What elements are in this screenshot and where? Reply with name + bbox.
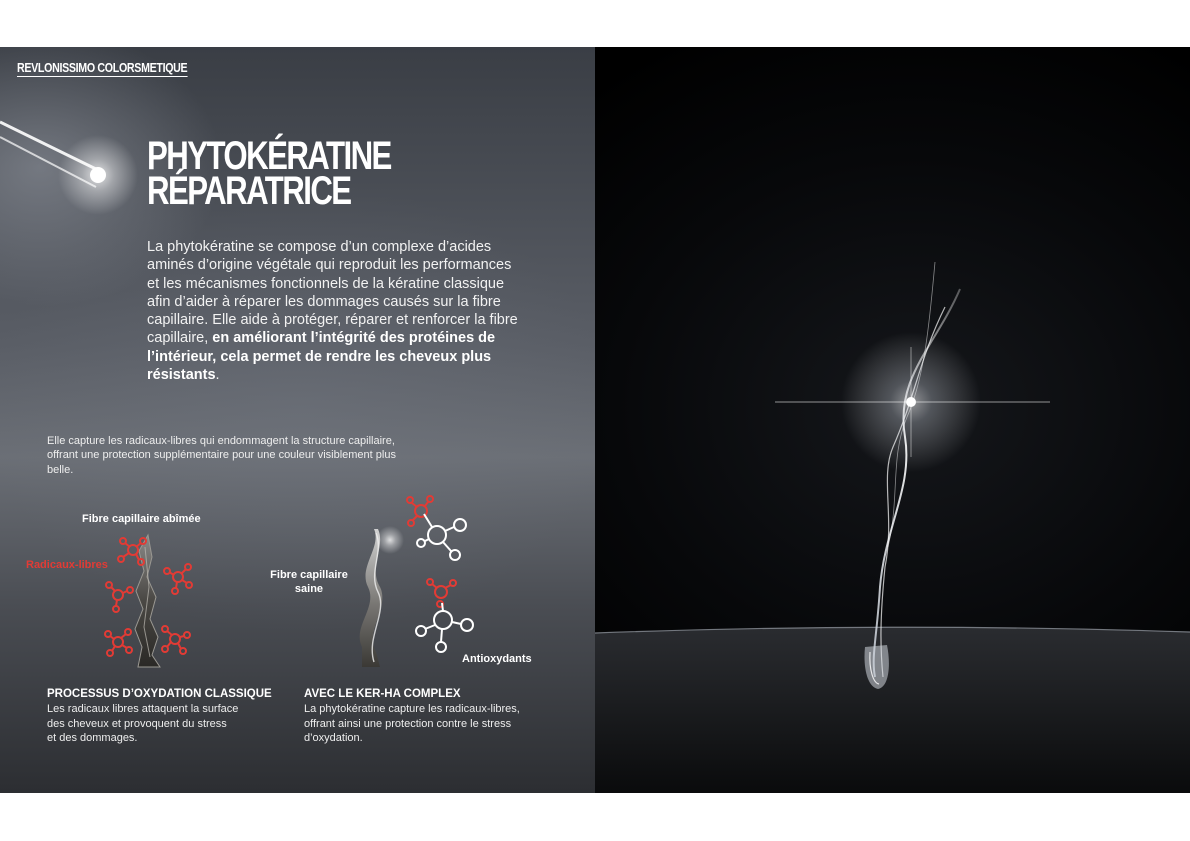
- left-page: [0, 47, 595, 793]
- classic-oxidation-body: [47, 702, 238, 746]
- classic-oxidation-line-3: et des dommages.: [47, 732, 138, 744]
- classic-oxidation-title: PROCESSUS D’OXYDATION CLASSIQUE: [47, 688, 272, 700]
- kerha-complex-line-2: offrant ainsi une protection contre le stress: [304, 717, 512, 730]
- hair-strand: [865, 262, 960, 689]
- kerha-complex-line-3: d’oxydation.: [304, 732, 363, 744]
- page-title: [147, 134, 391, 213]
- hair-strand-photo: [595, 47, 1190, 793]
- damaged-fiber-illustration: [135, 535, 160, 667]
- brand-name: REVLONISSIMO COLORSMETIQUE: [17, 60, 188, 75]
- page-title-line-1: PHYTOKÉRATINE: [147, 134, 391, 178]
- intro-highlight: en améliorant l’intégrité des protéines de l’intérieur, cela permet de rendre les cheveux plus résistants: [147, 330, 496, 384]
- classic-oxidation-line-1: Les radicaux libres attaquent la surface: [47, 703, 239, 715]
- intro-end: .: [215, 367, 220, 384]
- kerha-complex-title: AVEC LE KER-HA COMPLEX: [304, 688, 461, 700]
- capture-paragraph: Elle capture les radicaux-libres qui endommagent la structure capillaire, offrant une protection supplémentaire pour une couleur visiblement plus belle.: [47, 435, 396, 476]
- kerha-complex-line-1: La phytokératine capture les radicaux-libres,: [304, 703, 520, 715]
- healthy-fiber-label-line-2: saine: [294, 583, 324, 595]
- classic-oxidation-line-2: des cheveux et provoquent du stress: [47, 717, 227, 730]
- healthy-fiber-illustration: [360, 526, 404, 667]
- light-streak: [0, 122, 138, 215]
- free-radicals-label: Radicaux-libres: [26, 559, 108, 571]
- healthy-fiber-label-line-1: Fibre capillaire: [270, 569, 348, 581]
- page-title-line-2: RÉPARATRICE: [147, 169, 351, 213]
- right-page: [595, 47, 1190, 793]
- intro-text: La phytokératine se compose d’un complexe d’acides aminés d’origine végétale qui reproduit les performances et les mécanismes fonctionnels de la kératine classique afin d’aider à réparer les dommages causés sur la fibre capillaire. Elle aide à protéger, réparer et renforcer la fibre capillaire,: [147, 239, 518, 347]
- kerha-complex-body: [304, 702, 520, 746]
- light-sparkle: [775, 332, 1050, 472]
- healthy-fiber-label: [265, 569, 353, 595]
- damaged-fiber-label: Fibre capillaire abîmée: [82, 513, 201, 525]
- antioxidant-molecule-icon: [407, 496, 473, 652]
- antioxidants-label: Antioxydants: [462, 653, 532, 665]
- intro-paragraph: [147, 238, 527, 384]
- floor-surface: [595, 627, 1190, 793]
- brochure-spread: [0, 47, 1190, 793]
